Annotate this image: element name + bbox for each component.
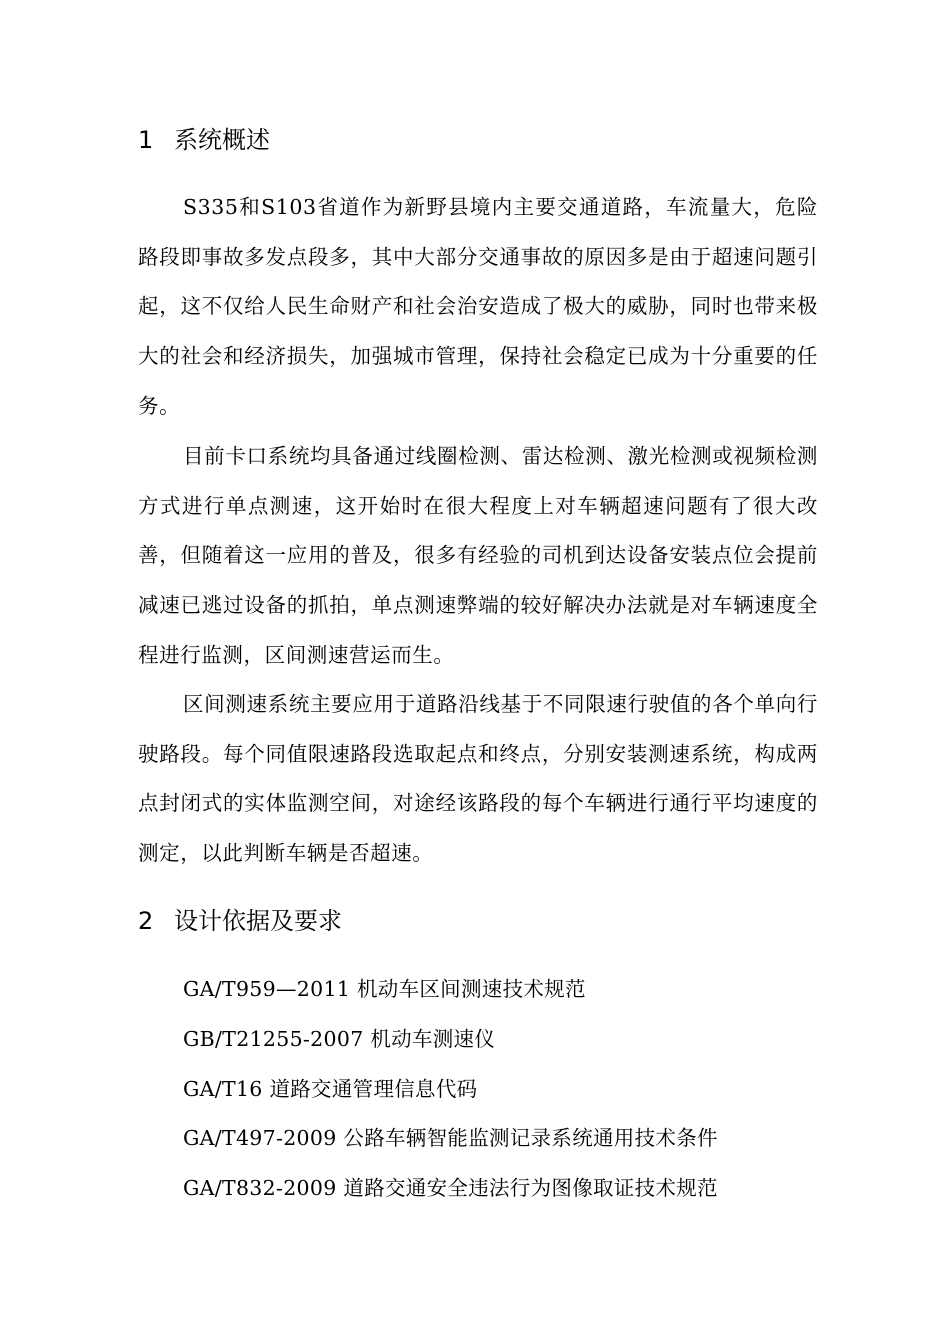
reference-item: GA/T959—2011 机动车区间测速技术规范 bbox=[183, 977, 586, 1001]
section-2-number: 2 bbox=[138, 907, 154, 935]
reference-item: GA/T832-2009 道路交通安全违法行为图像取证技术规范 bbox=[183, 1176, 718, 1201]
section-1-number: 1 bbox=[138, 126, 154, 154]
reference-item: GB/T21255-2007 机动车测速仪 bbox=[183, 1026, 496, 1051]
reference-item: GA/T16 道路交通管理信息代码 bbox=[183, 1076, 478, 1101]
section-1-paragraph-3: 区间测速系统主要应用于道路沿线基于不同限速行驶值的各个单向行驶路段。每个同值限速路段选取起点和终点，分别安装测速系统，构成两点封闭式的实体监测空间，对途经该路段的每个车辆进行通行平均速度的测定，以此判断车辆是否超速。 bbox=[138, 692, 818, 866]
section-1-paragraph-2: 目前卡口系统均具备通过线圈检测、雷达检测、激光检测或视频检测方式进行单点测速，这开始时在很大程度上对车辆超速问题有了很大改善，但随着这一应用的普及，很多有经验的司机到达设备安装点位会提前减速已逃过设备的抓拍，单点测速弊端的较好解决办法就是对车辆速度全程进行监测，区间测速营运而生。 bbox=[138, 444, 818, 667]
section-1-paragraph-1: S335和S103省道作为新野县境内主要交通道路，车流量大，危险路段即事故多发点段多，其中大部分交通事故的原因多是由于超速问题引起，这不仅给人民生命财产和社会治安造成了极大的威胁，同时也带来极大的社会和经济损失，加强城市管理，保持社会稳定已成为十分重要的任务。 bbox=[138, 195, 818, 418]
section-1-heading bbox=[138, 125, 270, 155]
section-2-heading bbox=[138, 906, 342, 936]
reference-list bbox=[183, 965, 718, 1214]
reference-item: GA/T497-2009 公路车辆智能监测记录系统通用技术条件 bbox=[183, 1126, 718, 1151]
section-2-title: 设计依据及要求 bbox=[174, 907, 342, 935]
section-1-title: 系统概述 bbox=[174, 126, 270, 154]
